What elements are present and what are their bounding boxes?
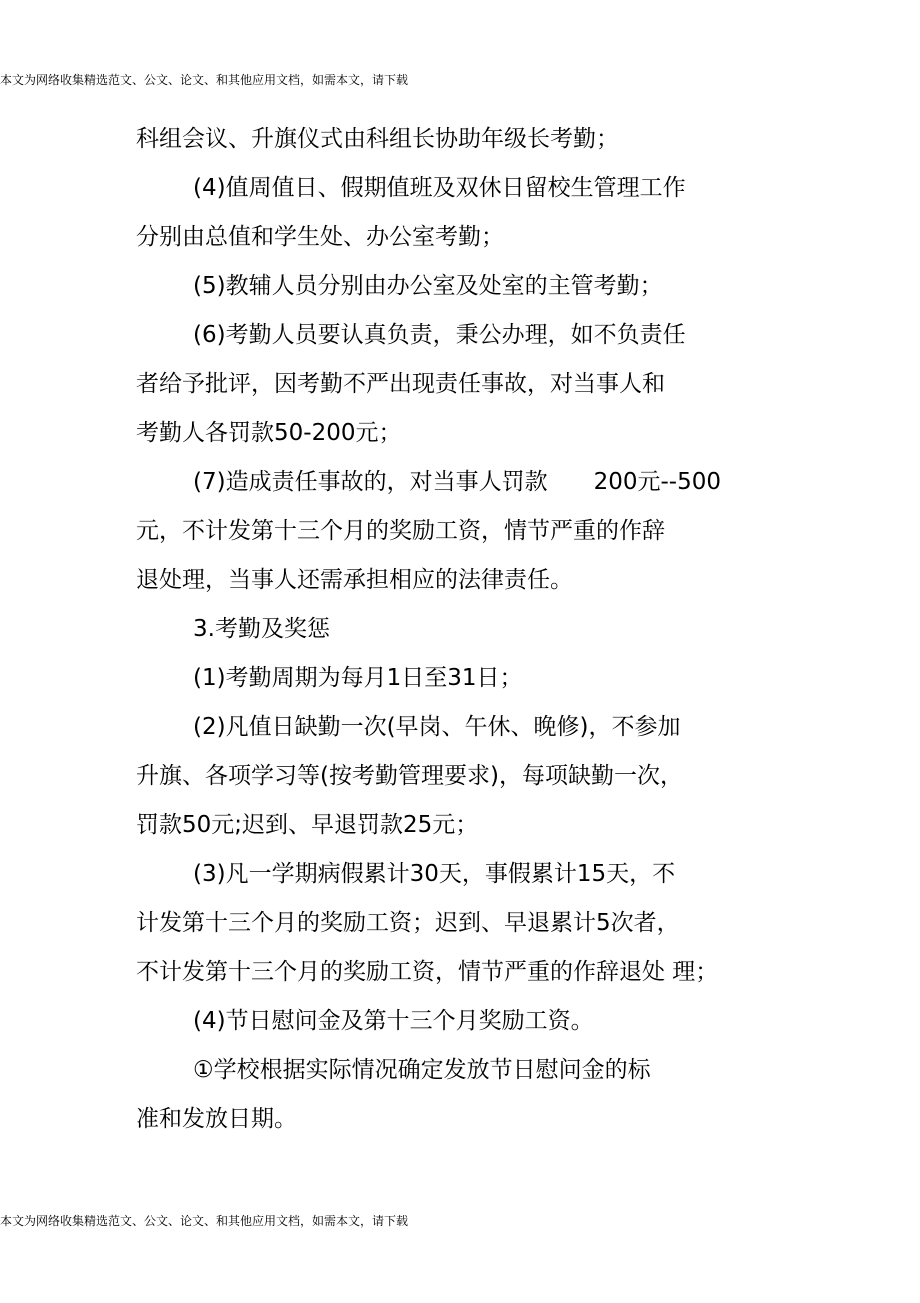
text-line: 考勤人各罚款50-200元； xyxy=(136,420,402,446)
text-line: 科组会议、升旗仪式由科组长协助年级长考勤； xyxy=(136,126,619,152)
text-segment: 200元--500 xyxy=(593,469,721,495)
text-line: 升旗、各项学习等(按考勤管理要求)，每项缺勤一次， xyxy=(136,763,683,789)
text-line: ①学校根据实际情况确定发放节日慰问金的标 xyxy=(193,1057,651,1083)
text-segment: (7)造成责任事故的，对当事人罚款 xyxy=(193,469,548,495)
text-line: (4)值周值日、假期值班及双休日留校生管理工作 xyxy=(193,175,686,201)
text-line: 不计发第十三个月的奖励工资，情节严重的作辞退处 理； xyxy=(136,959,719,985)
text-line: (6)考勤人员要认真负责，秉公办理，如不负责任 xyxy=(193,322,686,348)
footer-note: 本文为网络收集精选范文、公文、论文、和其他应用文档，如需本文，请下载 xyxy=(0,1214,409,1228)
text-line: 退处理，当事人还需承担相应的法律责任。 xyxy=(136,567,573,593)
text-line: (3)凡一学期病假累计30天，事假累计15天，不 xyxy=(193,861,676,887)
text-line: 准和发放日期。 xyxy=(136,1106,297,1132)
text-line: 计发第十三个月的奖励工资；迟到、早退累计5次者， xyxy=(136,910,680,936)
text-line: 元，不计发第十三个月的奖励工资，情节严重的作辞 xyxy=(136,518,665,544)
text-line: (5)教辅人员分别由办公室及处室的主管考勤； xyxy=(193,273,663,299)
text-line xyxy=(193,468,721,496)
text-line: (1)考勤周期为每月1日至31日； xyxy=(193,665,523,691)
text-line: (2)凡值日缺勤一次(早岗、午休、晚修)，不参加 xyxy=(193,714,681,740)
text-line: 者给予批评，因考勤不严出现责任事故，对当事人和 xyxy=(136,371,665,397)
text-line: (4)节日慰问金及第十三个月奖励工资。 xyxy=(193,1008,594,1034)
header-note: 本文为网络收集精选范文、公文、论文、和其他应用文档，如需本文，请下载 xyxy=(0,73,409,87)
text-line: 分别由总值和学生处、办公室考勤； xyxy=(136,224,504,250)
text-line: 罚款50元;迟到、早退罚款25元； xyxy=(136,812,479,838)
section-heading: 3.考勤及奖惩 xyxy=(193,616,330,642)
